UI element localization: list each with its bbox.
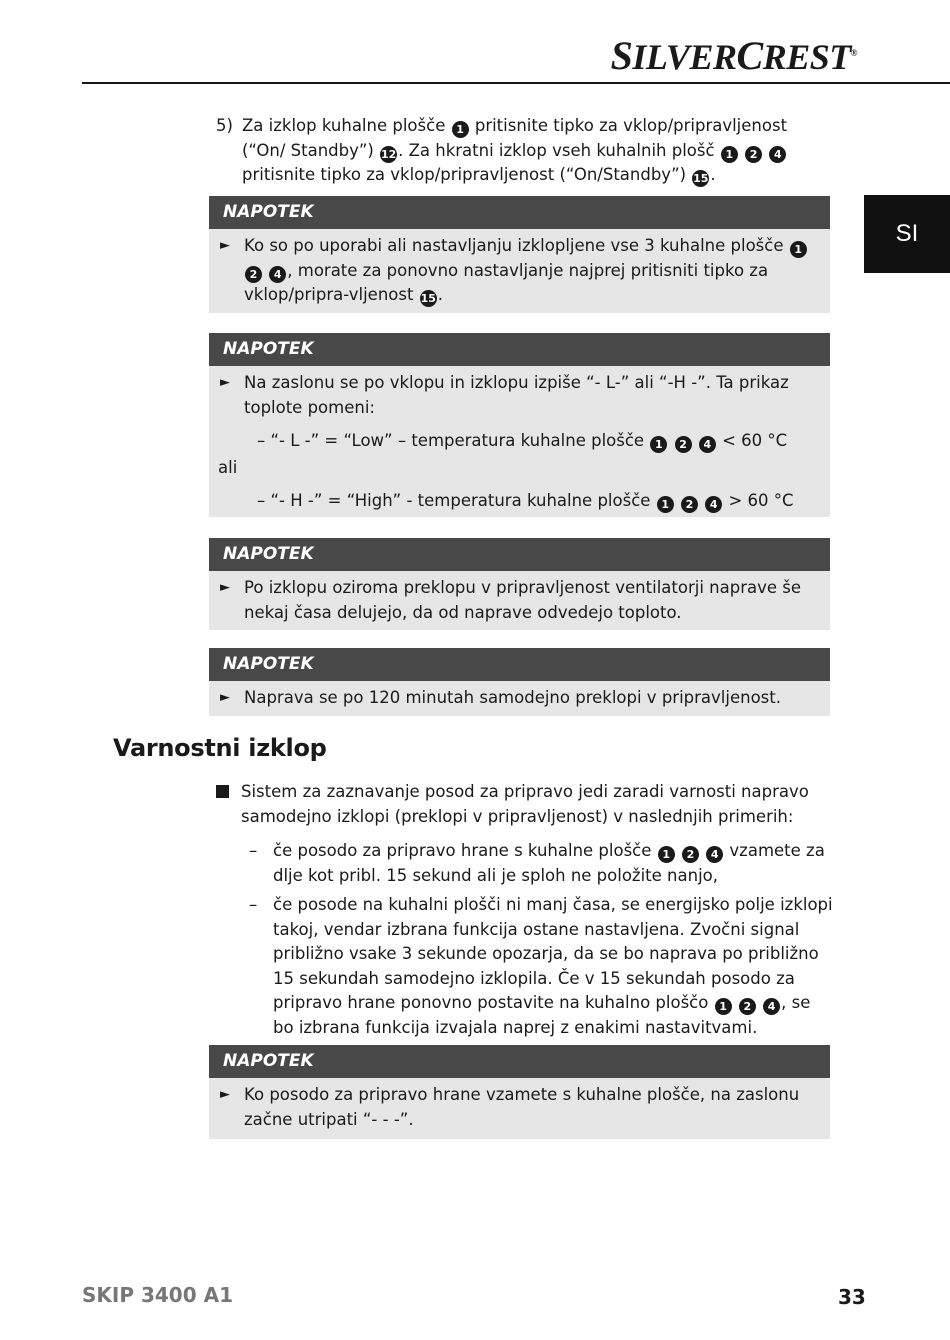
note-item xyxy=(209,229,830,313)
note-box-2 xyxy=(209,333,830,517)
note-label: NAPOTEK xyxy=(209,1045,830,1078)
note-label: NAPOTEK xyxy=(209,333,830,366)
note-item xyxy=(209,681,830,716)
note-box-1 xyxy=(209,196,830,313)
note-text: Ko so po uporabi ali nastavljanju izklopljene vse 3 kuhalne plošče xyxy=(244,236,784,255)
note-text: Na zaslonu se po vklopu in izklopu izpiše “- L-” ali “-H -”. Ta prikaz toplote pomeni: xyxy=(244,373,789,417)
num-1-icon: 1 xyxy=(790,241,807,258)
num-4-icon: 4 xyxy=(705,496,722,513)
note-text: – “- L -” = “Low” – temperatura kuhalne plošče xyxy=(257,431,645,450)
arrow-right-icon: ► xyxy=(220,1087,230,1102)
note-text: > 60 °C xyxy=(728,491,794,510)
item-text: vzamete za dlje kot pribl. 15 sekund ali je sploh ne položite nanjo, xyxy=(273,841,825,885)
note-item xyxy=(209,366,830,425)
low-line xyxy=(209,425,830,454)
num-2-icon: 2 xyxy=(739,998,756,1015)
note-text: Po izklopu oziroma preklopu v pripravljenost ventilatorji naprave še nekaj časa delujejo, da od naprave odvedejo toploto. xyxy=(244,578,801,622)
num-15-icon: 15 xyxy=(693,172,709,185)
note-box-5 xyxy=(209,1045,830,1139)
num-4-icon: 4 xyxy=(769,146,786,163)
num-2-icon: 2 xyxy=(245,266,262,283)
page-number: 33 xyxy=(838,1285,866,1309)
note-text: Ko posodo za pripravo hrane vzamete s kuhalne plošče, na zaslonu začne utripati “- - -”. xyxy=(244,1085,800,1129)
note-text: Naprava se po 120 minutah samodejno preklopi v pripravljenost. xyxy=(244,688,781,707)
note-box-3 xyxy=(209,538,830,630)
item-text: če posode na kuhalni plošči ni manj časa, se energijsko polje izklopi takoj, vendar izbrana funkcija ostane nastavljena. Zvočni signal približno vsake 3 sekunde opozarja, da se bo naprava po približno 15 sekundah samodejno izklopila. Če v 15 sekundah posodo za pripravo hrane ponovno postavite na kuhalno ploščo xyxy=(273,895,833,1012)
arrow-right-icon: ► xyxy=(220,238,230,253)
num-2-icon: 2 xyxy=(682,846,699,863)
language-label: SI xyxy=(895,220,919,247)
note-item xyxy=(209,571,830,630)
dash-marker: – xyxy=(249,841,258,860)
num-2-icon: 2 xyxy=(675,436,692,453)
num-1-icon: 1 xyxy=(650,436,667,453)
num-1-icon: 1 xyxy=(715,998,732,1015)
note-label: NAPOTEK xyxy=(209,648,830,681)
or-line: ali xyxy=(218,457,238,477)
square-bullet-icon xyxy=(216,785,229,798)
num-4-icon: 4 xyxy=(269,266,286,283)
brand-logo: SILVERCREST® xyxy=(610,33,857,78)
section-intro: Sistem za zaznavanje posod za pripravo jedi zaradi varnosti napravo samodejno izklopi (preklopi v pripravljenost) v naslednjih primerih: xyxy=(241,782,809,826)
step-5 xyxy=(216,114,831,188)
section-title: Varnostni izklop xyxy=(113,734,327,762)
note-text: . xyxy=(437,285,443,304)
num-2-icon: 2 xyxy=(745,146,762,163)
footer-model: SKIP 3400 A1 xyxy=(82,1283,233,1307)
note-label: NAPOTEK xyxy=(209,538,830,571)
num-15-icon: 15 xyxy=(420,292,436,305)
num-1-icon: 1 xyxy=(658,846,675,863)
arrow-right-icon: ► xyxy=(220,580,230,595)
num-1-icon: 1 xyxy=(721,146,738,163)
num-1-icon: 1 xyxy=(657,496,674,513)
section-item-1 xyxy=(273,839,831,888)
language-tab xyxy=(864,195,950,273)
note-text: < 60 °C xyxy=(722,431,788,450)
step-text: Za izklop kuhalne plošče xyxy=(242,116,446,135)
arrow-right-icon: ► xyxy=(220,375,230,390)
note-box-4 xyxy=(209,648,830,716)
note-item xyxy=(209,1078,830,1139)
step-text: pritisnite tipko za vklop/pripravljenost (“On/ Standby”) xyxy=(242,116,788,160)
note-text: , morate za ponovno nastavljanje najprej pritisniti tipko za vklop/pripra-vljenost xyxy=(244,260,769,304)
num-4-icon: 4 xyxy=(706,846,723,863)
note-text: – “- H -” = “High” - temperatura kuhalne plošče xyxy=(257,491,651,510)
step-text: . Za hkratni izklop vseh kuhalnih plošč xyxy=(398,140,715,160)
item-text: če posodo za pripravo hrane s kuhalne plošče xyxy=(273,841,652,860)
dash-marker: – xyxy=(249,895,258,914)
num-1-icon: 1 xyxy=(452,121,469,138)
step-marker: 5) xyxy=(216,116,233,135)
section-item-2 xyxy=(273,893,833,1040)
num-4-icon: 4 xyxy=(699,436,716,453)
item-text: , se bo izbrana funkcija izvajala naprej z enakimi nastavitvami. xyxy=(273,993,811,1037)
note-label: NAPOTEK xyxy=(209,196,830,229)
num-12-icon: 12 xyxy=(380,147,397,161)
num-2-icon: 2 xyxy=(681,496,698,513)
step-text: . xyxy=(710,165,716,184)
step-text: pritisnite tipko za vklop/pripravljenost (“On/Standby”) xyxy=(242,165,687,184)
high-line xyxy=(209,480,830,517)
num-4-icon: 4 xyxy=(763,998,780,1015)
header-rule xyxy=(82,82,950,84)
arrow-right-icon: ► xyxy=(220,690,230,705)
